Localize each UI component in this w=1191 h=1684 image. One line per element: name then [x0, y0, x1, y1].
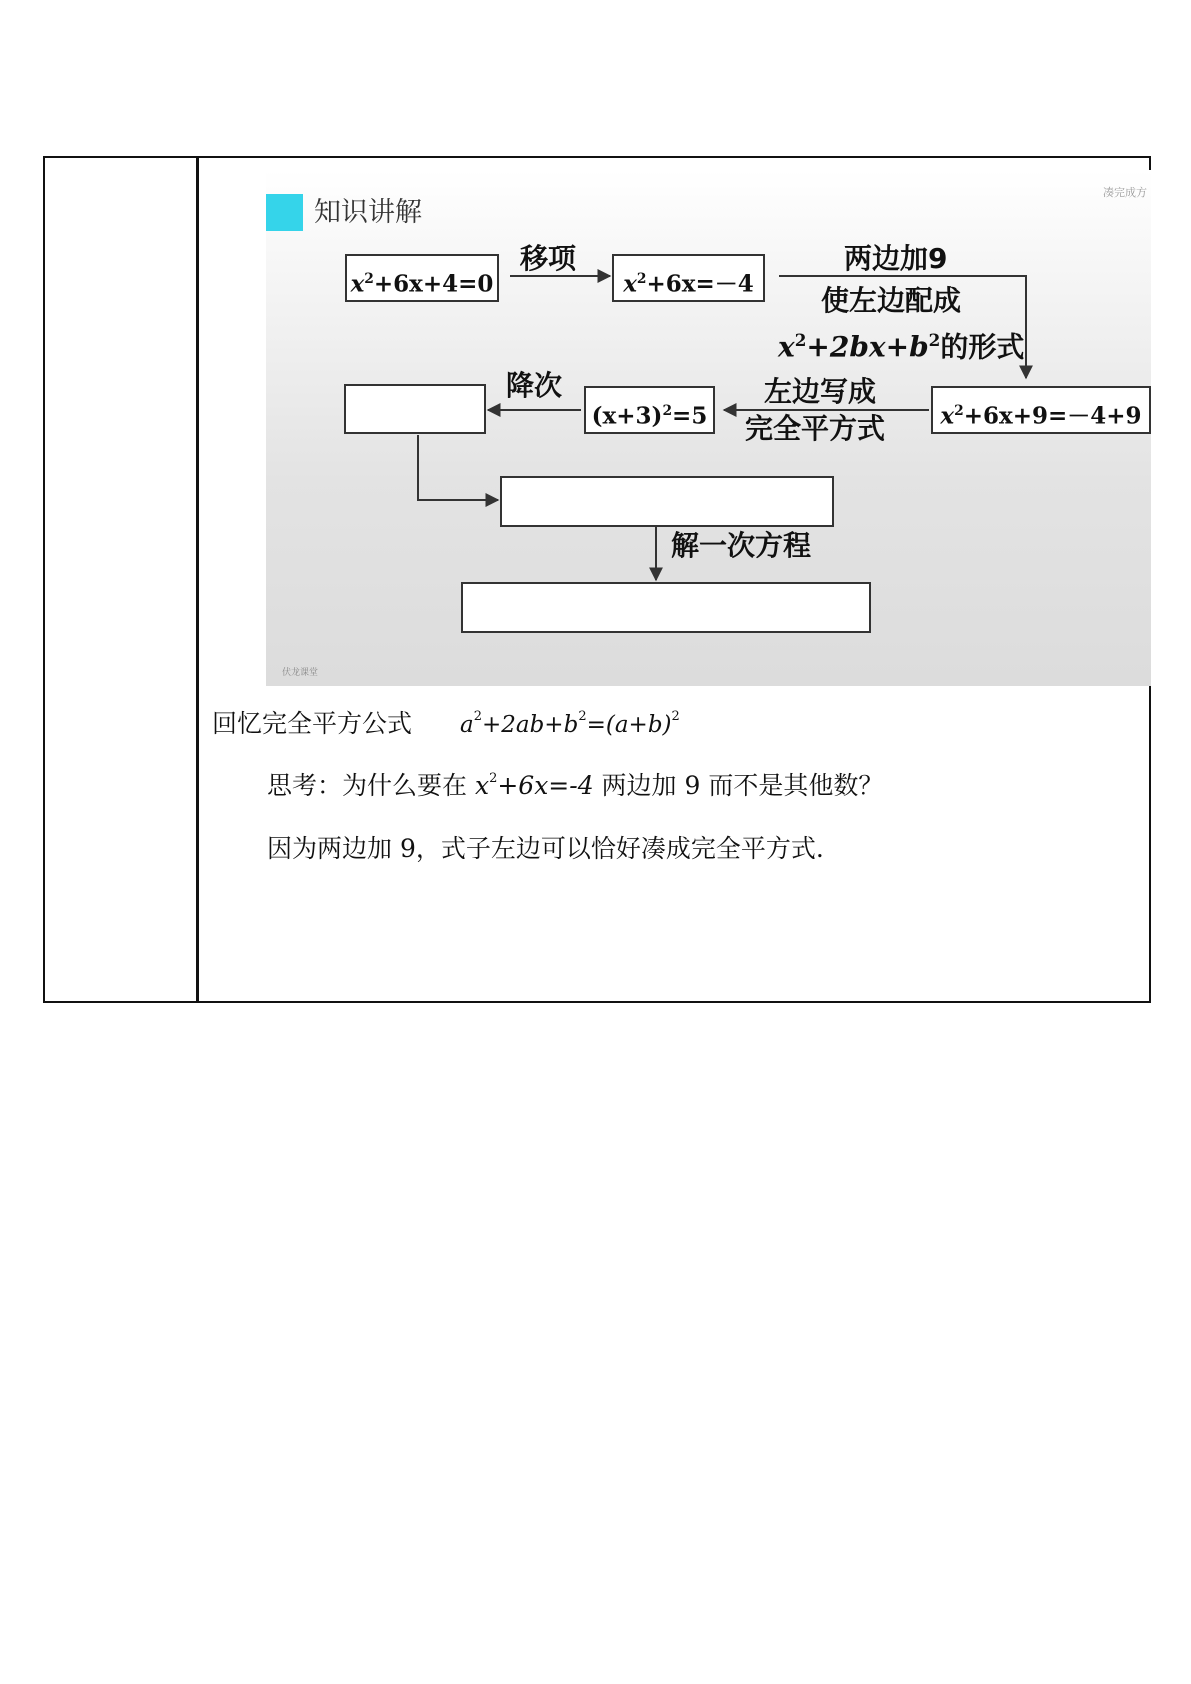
- label-solve-linear: 解一次方程: [671, 529, 812, 562]
- empty-box-reduce: [344, 384, 486, 434]
- lesson-table: [43, 156, 1151, 1003]
- label-add-nine: 两边加9: [844, 242, 948, 275]
- label-form: $x^2+2bx+b^2$的形式: [778, 330, 1025, 364]
- recall-line: [212, 704, 680, 740]
- think-question: 思考：为什么要在 $x^2+6x=-4$ 两边加 9 而不是其他数？: [267, 771, 884, 800]
- equation-box-added: $x^2+6x+9=-4+9$: [931, 386, 1151, 434]
- slide-corner-text: 凑完成方: [1103, 186, 1147, 199]
- table-left-cell: [45, 158, 199, 1001]
- label-reduce-degree: 降次: [506, 369, 563, 402]
- recall-formula: $a^2+2ab+b^2=(a+b)^2$: [459, 709, 680, 738]
- recall-label: 回忆完全平方公式: [212, 709, 413, 738]
- label-perfect-square: 完全平方式: [745, 412, 886, 445]
- equation-box-original: $x^2+6x+4=0$: [345, 254, 499, 302]
- equation-box-square: $(x+3)^2=5$: [584, 386, 715, 434]
- equation-box-moved: $x^2+6x=-4$: [612, 254, 765, 302]
- answer-line: 因为两边加 9，式子左边可以恰好凑成完全平方式.: [267, 834, 824, 863]
- label-write-left: 左边写成: [764, 375, 877, 408]
- empty-box-middle: [500, 476, 834, 527]
- slide-image: [266, 170, 1151, 686]
- slide-heading: 知识讲解: [314, 197, 422, 228]
- slide-bottom-text: 伏龙课堂: [282, 668, 319, 678]
- empty-box-solution: [461, 582, 871, 633]
- label-move-terms: 移项: [520, 242, 577, 275]
- label-make-left: 使左边配成: [821, 284, 962, 317]
